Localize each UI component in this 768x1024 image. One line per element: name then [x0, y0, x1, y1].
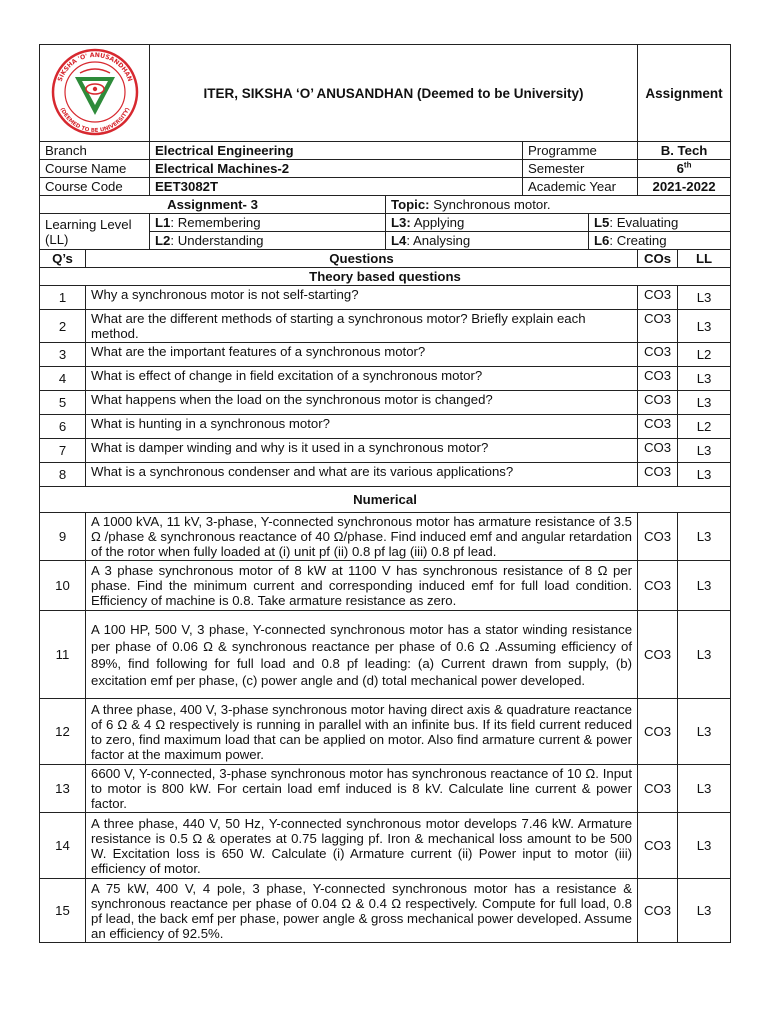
table-row — [40, 699, 731, 765]
academic-year-value: 2021-2022 — [638, 178, 731, 196]
level-l4-text: : Analysing — [406, 233, 471, 248]
question-number: 2 — [40, 310, 86, 343]
table-row — [40, 415, 731, 439]
question-text: A 3 phase synchronous motor of 8 kW at 1100 V has synchronous resistance of 8 Ω per phase. Find the minimum current and corresponding induced emf for full load condition. Efficiency of machine is 0.8. Take armature resistance as zero. — [86, 561, 638, 611]
col-header-questions: Questions — [86, 250, 638, 268]
question-co: CO3 — [638, 310, 678, 343]
course-name-label: Course Name — [40, 160, 150, 178]
question-number: 6 — [40, 415, 86, 439]
level-l6-key: L6 — [594, 233, 610, 248]
university-logo-icon — [40, 45, 150, 138]
table-row — [40, 310, 731, 343]
semester-value — [638, 160, 731, 178]
question-ll: L3 — [678, 813, 731, 879]
question-text: A 100 HP, 500 V, 3 phase, Y-connected synchronous motor has a stator winding resistance per phase of 0.06 Ω & synchronous reactance per phase of 0.6 Ω .Assuming efficiency of 89%, find following for full load and 0.8 pf leading: (a) Current drawn from supply, (b) excitation emf per phase, (c) power angle and (d) total mechanical power developed. — [86, 611, 638, 699]
question-number: 7 — [40, 439, 86, 463]
assignment-number: Assignment- 3 — [40, 196, 386, 214]
question-number: 1 — [40, 286, 86, 310]
doc-type: Assignment — [638, 45, 731, 142]
assignment-table — [39, 44, 731, 943]
assignment-topic-row — [40, 196, 731, 214]
question-co: CO3 — [638, 367, 678, 391]
question-ll: L3 — [678, 765, 731, 813]
topic-value: Synchronous motor. — [433, 197, 551, 212]
theory-heading-row — [40, 268, 731, 286]
question-ll: L3 — [678, 463, 731, 487]
question-text: What is effect of change in field excitation of a synchronous motor? — [86, 367, 638, 391]
branch-value: Electrical Engineering — [150, 142, 523, 160]
university-title: ITER, SIKSHA ‘O’ ANUSANDHAN (Deemed to be University) — [150, 45, 638, 142]
semester-label: Semester — [523, 160, 638, 178]
question-number: 4 — [40, 367, 86, 391]
level-l5 — [589, 214, 731, 232]
question-number: 5 — [40, 391, 86, 415]
level-l3 — [386, 214, 589, 232]
course-name-value: Electrical Machines-2 — [150, 160, 523, 178]
table-row — [40, 513, 731, 561]
question-co: CO3 — [638, 561, 678, 611]
question-co: CO3 — [638, 439, 678, 463]
question-ll: L3 — [678, 286, 731, 310]
level-l5-text: : Evaluating — [609, 215, 679, 230]
question-number: 12 — [40, 699, 86, 765]
question-co: CO3 — [638, 391, 678, 415]
question-text: What are the important features of a synchronous motor? — [86, 343, 638, 367]
question-co: CO3 — [638, 286, 678, 310]
column-header-row — [40, 250, 731, 268]
svg-text:SIKSHA 'O' ANUSANDHAN: SIKSHA 'O' ANUSANDHAN — [56, 51, 134, 83]
question-co: CO3 — [638, 879, 678, 943]
level-l2-text: : Understanding — [170, 233, 264, 248]
question-number: 14 — [40, 813, 86, 879]
theory-heading: Theory based questions — [40, 268, 731, 286]
question-co: CO3 — [638, 699, 678, 765]
course-code-label: Course Code — [40, 178, 150, 196]
question-ll: L3 — [678, 561, 731, 611]
programme-value: B. Tech — [638, 142, 731, 160]
course-code-row — [40, 178, 731, 196]
branch-label: Branch — [40, 142, 150, 160]
question-co: CO3 — [638, 343, 678, 367]
table-row — [40, 813, 731, 879]
header-row — [40, 45, 731, 142]
question-number: 11 — [40, 611, 86, 699]
level-l6 — [589, 232, 731, 250]
level-l3-text: Applying — [410, 215, 465, 230]
table-row — [40, 439, 731, 463]
course-code-value: EET3082T — [150, 178, 523, 196]
table-row — [40, 879, 731, 943]
level-l2-key: L2 — [155, 233, 171, 248]
learning-level-label: Learning Level (LL) — [40, 214, 150, 250]
assignment-sheet — [39, 44, 730, 943]
question-text: What is hunting in a synchronous motor? — [86, 415, 638, 439]
semester-suffix: th — [683, 160, 692, 170]
table-row — [40, 611, 731, 699]
question-number: 3 — [40, 343, 86, 367]
level-l6-text: : Creating — [609, 233, 667, 248]
question-ll: L3 — [678, 513, 731, 561]
col-header-cos: COs — [638, 250, 678, 268]
question-text: 6600 V, Y-connected, 3-phase synchronous motor has synchronous reactance of 10 Ω. Input to motor is 800 kW. For certain load emf induced is 8 kV. Calculate line current & power factor. — [86, 765, 638, 813]
numerical-heading-row — [40, 487, 731, 513]
question-ll: L3 — [678, 310, 731, 343]
question-co: CO3 — [638, 765, 678, 813]
question-ll: L3 — [678, 391, 731, 415]
question-co: CO3 — [638, 611, 678, 699]
question-number: 10 — [40, 561, 86, 611]
question-co: CO3 — [638, 813, 678, 879]
question-text: Why a synchronous motor is not self-starting? — [86, 286, 638, 310]
table-row — [40, 463, 731, 487]
question-text: A 75 kW, 400 V, 4 pole, 3 phase, Y-connected synchronous motor has a resistance & synchronous reactance per phase of 0.04 Ω & 0.4 Ω respectively. Compute for full load, 0.8 pf lead, the back emf per phase, power angle & gross mechanical power developed. Assume an efficiency of 92.5%. — [86, 879, 638, 943]
table-row — [40, 286, 731, 310]
numerical-heading: Numerical — [40, 487, 731, 513]
level-l1 — [150, 214, 386, 232]
question-ll: L2 — [678, 343, 731, 367]
question-text: What is a synchronous condenser and what are its various applications? — [86, 463, 638, 487]
topic-cell — [386, 196, 731, 214]
branch-row — [40, 142, 731, 160]
question-number: 13 — [40, 765, 86, 813]
course-name-row — [40, 160, 731, 178]
level-l2 — [150, 232, 386, 250]
question-ll: L3 — [678, 879, 731, 943]
table-row — [40, 765, 731, 813]
col-header-ll: LL — [678, 250, 731, 268]
question-text: A 1000 kVA, 11 kV, 3-phase, Y-connected synchronous motor has armature resistance of 3.5 Ω /phase & synchronous reactance of 40 Ω/phase. Find induced emf and angular retardation of the rotor when fully loaded at (i) unit pf (ii) 0.8 pf lag (iii) 0.8 pf lead. — [86, 513, 638, 561]
question-text: What are the different methods of starting a synchronous motor? Briefly explain each method. — [86, 310, 638, 343]
question-ll: L3 — [678, 699, 731, 765]
question-ll: L2 — [678, 415, 731, 439]
question-co: CO3 — [638, 463, 678, 487]
question-number: 15 — [40, 879, 86, 943]
question-co: CO3 — [638, 415, 678, 439]
topic-label: Topic: — [391, 197, 430, 212]
question-number: 9 — [40, 513, 86, 561]
academic-year-label: Academic Year — [523, 178, 638, 196]
level-l5-key: L5 — [594, 215, 610, 230]
question-co: CO3 — [638, 513, 678, 561]
level-l4 — [386, 232, 589, 250]
table-row — [40, 343, 731, 367]
question-number: 8 — [40, 463, 86, 487]
question-text: A three phase, 400 V, 3-phase synchronous motor having direct axis & quadrature reactance of 6 Ω & 4 Ω respectively is running in parallel with an infinite bus. If its field current reduced to zero, find maximum load that can be applied on motor. Also find armature current & power factor at the maximum power. — [86, 699, 638, 765]
question-ll: L3 — [678, 439, 731, 463]
levels-row-1 — [40, 214, 731, 232]
table-row — [40, 561, 731, 611]
level-l3-key: L3: — [391, 215, 411, 230]
col-header-q: Q’s — [40, 250, 86, 268]
question-text: A three phase, 440 V, 50 Hz, Y-connected synchronous motor develops 7.46 kW. Armature resistance is 0.5 Ω & operates at 0.75 lagging pf. Iron & mechanical loss amount to be 500 W. Excitation loss is 650 W. Calculate (i) Armature current (ii) Power input to motor (iii) efficiency of motor. — [86, 813, 638, 879]
question-ll: L3 — [678, 611, 731, 699]
question-text: What happens when the load on the synchronous motor is changed? — [86, 391, 638, 415]
table-row — [40, 391, 731, 415]
semester-number: 6 — [676, 161, 684, 176]
level-l1-text: : Remembering — [170, 215, 261, 230]
programme-label: Programme — [523, 142, 638, 160]
university-logo-cell — [40, 45, 150, 142]
question-text: What is damper winding and why is it used in a synchronous motor? — [86, 439, 638, 463]
level-l4-key: L4 — [391, 233, 407, 248]
svg-text:(DEEMED TO BE UNIVERSITY): (DEEMED TO BE UNIVERSITY) — [58, 106, 132, 135]
level-l1-key: L1 — [155, 215, 171, 230]
table-row — [40, 367, 731, 391]
question-ll: L3 — [678, 367, 731, 391]
